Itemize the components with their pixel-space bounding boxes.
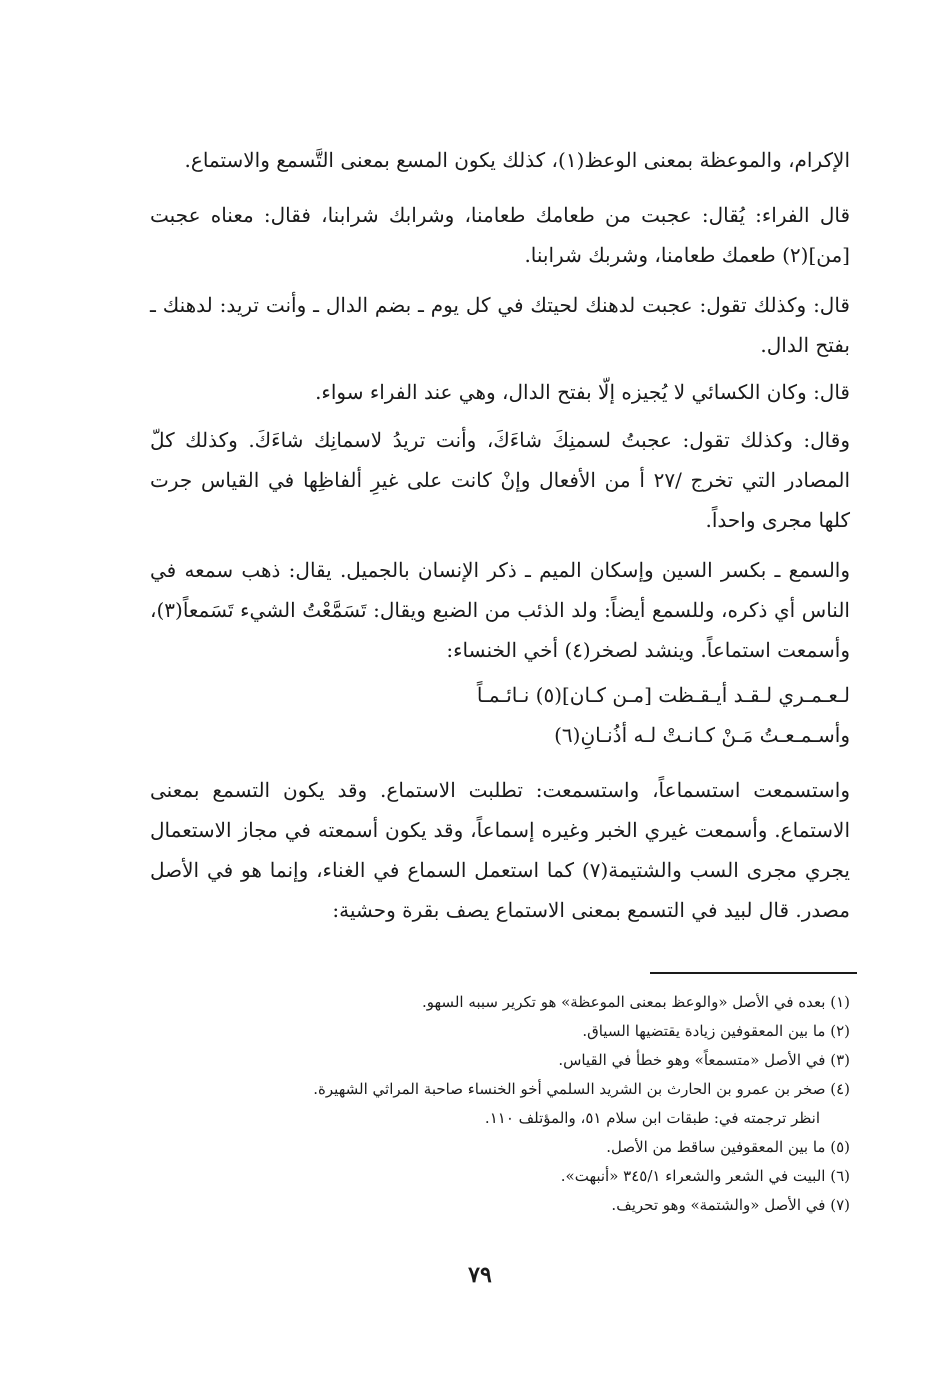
footnote: (٢) ما بين المعقوفين زيادة يقتضيها السياق. [582, 1022, 850, 1040]
footnote: (٥) ما بين المعقوفين ساقط من الأصل. [606, 1138, 850, 1156]
page-number: ٧٩ [468, 1262, 492, 1288]
footnotes [150, 988, 850, 1220]
paragraph: واستسمعت استسماعاً، واستسمعت: تطلبت الاستماع. وقد يكون التسمع بمعنى الاستماع. وأسمعت غيري الخبر وغيره إسماعاً، وقد يكون أسمعته في مجاز الاستعمال يجري مجرى السب والشتيمة(٧) كما استعمل السماع في الغناء، وإنما هو في الأصل مصدر. قال لبيد في التسمع بمعنى الاستماع يصف بقرة وحشية: [150, 778, 851, 922]
paragraph: قال الفراء: يُقال: عجبت من طعامك طعامنا، وشرابك شرابنا، فقال: معناه عجبت [من](٢) طعمك طعامنا، وشربك شرابنا. [150, 203, 850, 267]
footnote-continuation: انظر ترجمته في: طبقات ابن سلام ٥١، والمؤتلف ١١٠. [484, 1109, 820, 1127]
footnote: (١) بعده في الأصل «والوعظ بمعنى الموعظة» هو تكرير سببه السهو. [422, 993, 850, 1011]
paragraph: قال: وكان الكسائي لا يُجيزه إلّا بفتح الدال، وهي عند الفراء سواء. [315, 380, 850, 404]
footnote: (٧) في الأصل «والشتمة» وهو تحريف. [611, 1196, 850, 1214]
footnote: (٣) في الأصل «متسمعاً» وهو خطأ في القياس. [558, 1051, 850, 1069]
paragraph: الإكرام، والموعظة بمعنى الوعظ(١)، كذلك يكون المسع بمعنى التَّسمع والاستماع. [184, 148, 850, 172]
verse-first-hemistich: لـعـمـري لـقـد أيـقـظت [مـن كـان](٥) نـائـمـاً [476, 683, 850, 707]
paragraph: قال: وكذلك تقول: عجبت لدهنك لحيتك في كل يوم ـ بضم الدال ـ وأنت تريد: لدهنك ـ بفتح الدال. [150, 293, 850, 357]
poem-verse [150, 675, 850, 755]
verse-second-hemistich: وأسـمـعـتُ مَـنْ كـانـتْ لـه أذُنـانِ(٦) [554, 723, 850, 747]
paragraph: وقال: وكذلك تقول: عجبتُ لسمنِكَ شاءَكَ، وأنت تريدُ لاسمانِك شاءَكَ. وكذلك كلّ المصادر التي تخرج /٢٧ أ من الأفعال وإنْ كانت على غيرِ ألفاظِها في القياس جرت كلها مجرى واحداً. [150, 428, 850, 532]
footnote: (٤) صخر بن عمرو بن الحارث بن الشريد السلمي أخو الخنساء صاحبة المراثي الشهيرة. [313, 1080, 850, 1098]
footnote: (٦) البيت في الشعر والشعراء ٣٤٥/١ «أنبهت». [560, 1167, 850, 1185]
footnote-divider [650, 972, 857, 974]
paragraph: والسمع ـ بكسر السين وإسكان الميم ـ ذكر الإنسان بالجميل. يقال: ذهب سمعه في الناس أي ذكره، وللسمع أيضاً: ولد الذئب من الضبع ويقال: تَسَمَّعْتُ الشيء تَسَمعاً(٣)، وأسمعت استماعاً. وينشد لصخر(٤) أخي الخنساء: [150, 558, 850, 662]
